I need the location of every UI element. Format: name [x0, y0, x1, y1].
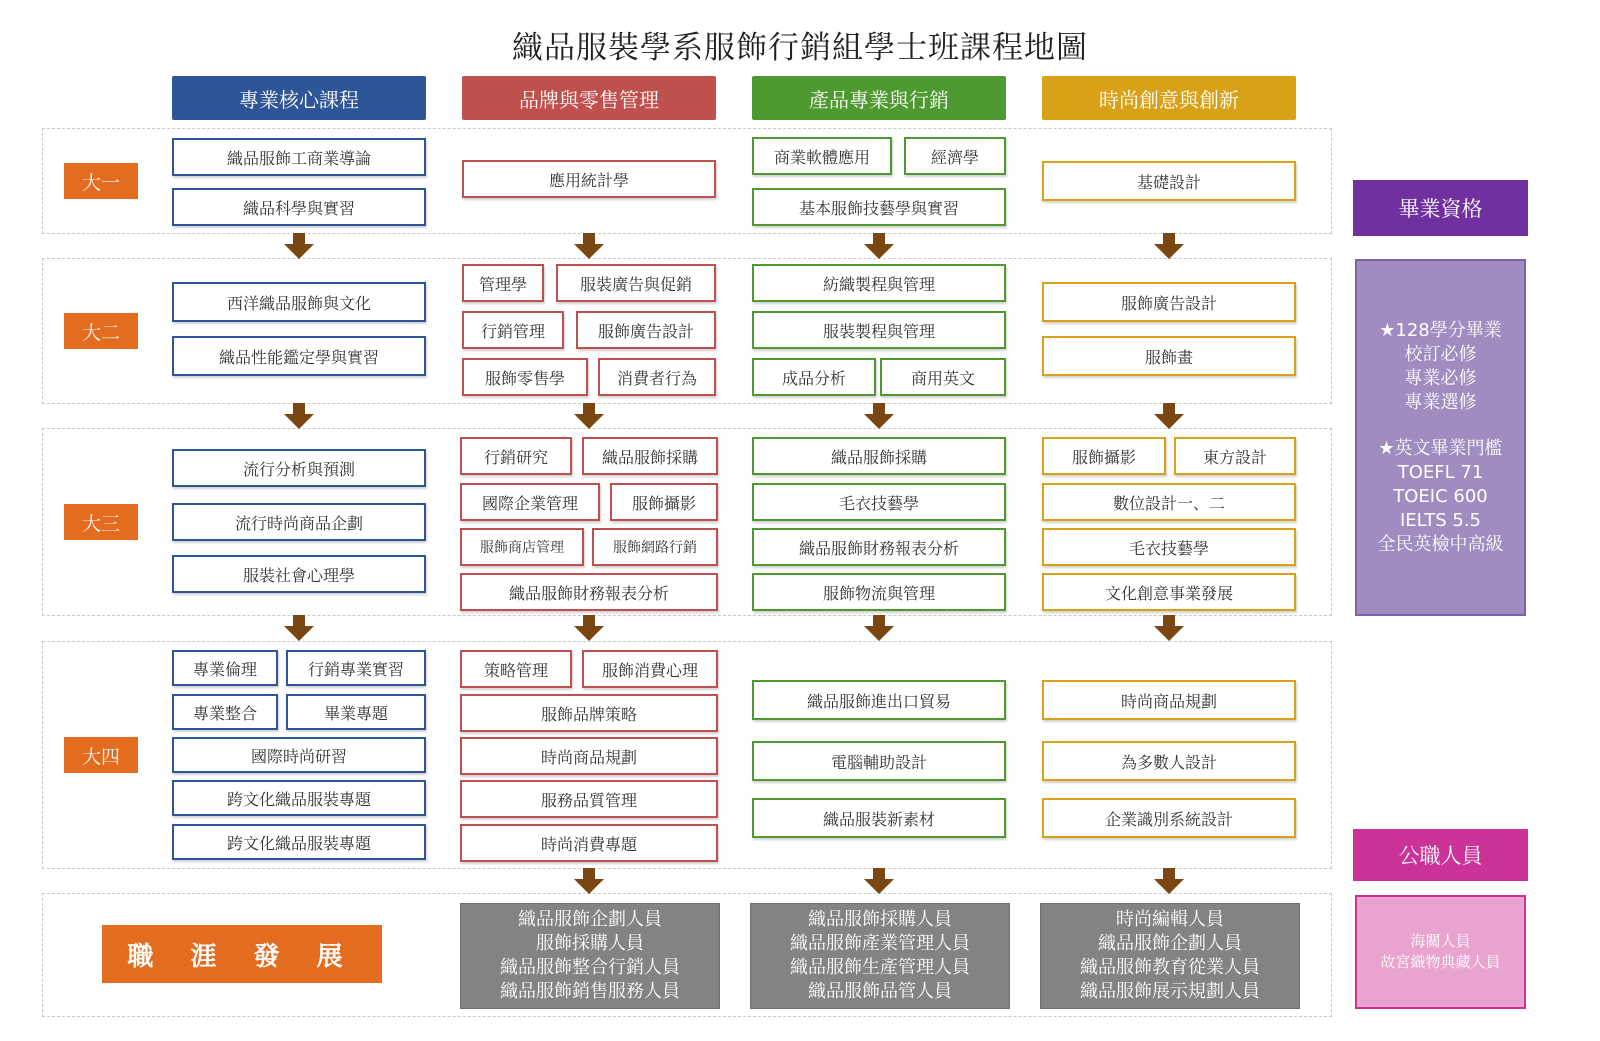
year-label-3: 大三 [64, 504, 138, 540]
year-label-4: 大四 [64, 737, 138, 773]
course-box: 策略管理 [460, 650, 572, 688]
course-box: 服飾攝影 [1042, 437, 1166, 475]
public-service-item: 海關人員 [1410, 932, 1471, 950]
course-box: 服飾物流與管理 [752, 573, 1006, 611]
course-box: 服飾商店管理 [460, 528, 584, 566]
course-box: 成品分析 [752, 358, 876, 396]
career-item: 織品服飾企劃人員 [1098, 933, 1242, 954]
career-item: 織品服飾企劃人員 [518, 909, 662, 930]
course-box: 東方設計 [1174, 437, 1296, 475]
course-box: 商用英文 [880, 358, 1006, 396]
course-box: 國際企業管理 [460, 483, 600, 521]
course-box: 織品服飾工商業導論 [172, 138, 426, 176]
year-label-2: 大二 [64, 313, 138, 349]
arrow-down-icon [574, 403, 604, 429]
course-box: 消費者行為 [598, 358, 716, 396]
course-box: 國際時尚研習 [172, 737, 426, 773]
graduation-credit-line: 專業必修 [1404, 368, 1477, 389]
career-item: 織品服飾銷售服務人員 [500, 981, 680, 1002]
column-header-product: 產品專業與行銷 [752, 76, 1006, 120]
course-box: 數位設計一、二 [1042, 483, 1296, 521]
arrow-down-icon [574, 615, 604, 641]
course-box: 織品服飾採購 [752, 437, 1006, 475]
course-box: 織品服飾財務報表分析 [752, 528, 1006, 566]
course-box: 服飾廣告設計 [576, 311, 716, 349]
course-box: 行銷專業實習 [286, 650, 426, 686]
course-box: 服飾消費心理 [582, 650, 718, 688]
arrow-down-icon [864, 615, 894, 641]
course-box: 服裝社會心理學 [172, 555, 426, 593]
arrow-down-icon [864, 233, 894, 259]
year-label-1: 大一 [64, 163, 138, 199]
course-box: 專業倫理 [172, 650, 278, 686]
career-item: 織品服飾整合行銷人員 [500, 957, 680, 978]
course-box: 時尚消費專題 [460, 824, 718, 862]
column-header-creative: 時尚創意與創新 [1042, 76, 1296, 120]
english-requirement-line: 全民英檢中高級 [1377, 534, 1504, 555]
course-box: 服裝製程與管理 [752, 311, 1006, 349]
page-title: 織品服裝學系服飾行銷組學士班課程地圖 [512, 30, 1088, 66]
course-box: 毛衣技藝學 [1042, 528, 1296, 566]
course-box: 流行時尚商品企劃 [172, 503, 426, 541]
career-item: 織品服飾教育從業人員 [1080, 957, 1260, 978]
course-box: 畢業專題 [286, 694, 426, 730]
course-box: 電腦輔助設計 [752, 741, 1006, 781]
public-service-header: 公職人員 [1353, 829, 1528, 881]
arrow-down-icon [1154, 233, 1184, 259]
course-box: 流行分析與預測 [172, 449, 426, 487]
course-box: 服務品質管理 [460, 780, 718, 818]
course-box: 服飾品牌策略 [460, 694, 718, 732]
course-box: 基礎設計 [1042, 161, 1296, 201]
course-box: 經濟學 [904, 137, 1006, 175]
course-box: 行銷研究 [460, 437, 572, 475]
arrow-down-icon [574, 868, 604, 894]
column-header-brand: 品牌與零售管理 [462, 76, 716, 120]
graduation-credit-line: ★128學分畢業 [1379, 320, 1502, 341]
career-box-creative [1040, 903, 1300, 1009]
career-item: 織品服飾品管人員 [808, 981, 952, 1002]
course-box: 織品性能鑑定學與實習 [172, 336, 426, 376]
course-box: 商業軟體應用 [752, 137, 892, 175]
course-box: 為多數人設計 [1042, 741, 1296, 781]
course-box: 服飾攝影 [610, 483, 718, 521]
graduation-requirements-box [1355, 259, 1526, 616]
graduation-credit-line: 專業選修 [1404, 392, 1477, 413]
course-box: 專業整合 [172, 694, 278, 730]
career-item: 服飾採購人員 [536, 933, 644, 954]
course-box: 織品科學與實習 [172, 188, 426, 226]
course-box: 西洋織品服飾與文化 [172, 282, 426, 322]
course-box: 跨文化織品服裝專題 [172, 824, 426, 860]
career-box-brand [460, 903, 720, 1009]
course-box: 織品服飾財務報表分析 [460, 573, 718, 611]
english-requirement-line: IELTS 5.5 [1400, 510, 1481, 531]
course-box: 毛衣技藝學 [752, 483, 1006, 521]
course-box: 時尚商品規劃 [1042, 680, 1296, 720]
course-box: 時尚商品規劃 [460, 737, 718, 775]
english-requirement-line: ★英文畢業門檻 [1378, 438, 1503, 459]
course-box: 紡織製程與管理 [752, 264, 1006, 302]
career-item: 時尚編輯人員 [1116, 909, 1224, 930]
arrow-down-icon [284, 233, 314, 259]
course-box: 織品服飾進出口貿易 [752, 680, 1006, 720]
career-development-label: 職 涯 發 展 [102, 925, 382, 983]
course-box: 服裝廣告與促銷 [556, 264, 716, 302]
graduation-requirements-header: 畢業資格 [1353, 180, 1528, 236]
public-service-box [1355, 895, 1526, 1009]
career-item: 織品服飾採購人員 [808, 909, 952, 930]
english-requirement-line: TOEFL 71 [1397, 462, 1484, 483]
graduation-credit-line: 校訂必修 [1404, 344, 1477, 365]
course-box: 企業識別系統設計 [1042, 798, 1296, 838]
course-box: 文化創意事業發展 [1042, 573, 1296, 611]
course-box: 基本服飾技藝學與實習 [752, 188, 1006, 226]
arrow-down-icon [1154, 615, 1184, 641]
course-box: 跨文化織品服裝專題 [172, 780, 426, 816]
arrow-down-icon [284, 403, 314, 429]
arrow-down-icon [1154, 403, 1184, 429]
column-header-core: 專業核心課程 [172, 76, 426, 120]
course-box: 服飾畫 [1042, 336, 1296, 376]
career-item: 織品服飾生產管理人員 [790, 957, 970, 978]
arrow-down-icon [864, 403, 894, 429]
course-box: 織品服裝新素材 [752, 798, 1006, 838]
course-box: 行銷管理 [462, 311, 564, 349]
course-box: 應用統計學 [462, 160, 716, 198]
career-item: 織品服飾產業管理人員 [790, 933, 970, 954]
course-box: 服飾零售學 [462, 358, 588, 396]
career-box-product [750, 903, 1010, 1009]
course-box: 織品服飾採購 [582, 437, 718, 475]
course-box: 服飾廣告設計 [1042, 282, 1296, 322]
arrow-down-icon [284, 615, 314, 641]
course-box: 管理學 [462, 264, 544, 302]
course-box: 服飾網路行銷 [592, 528, 718, 566]
career-item: 織品服飾展示規劃人員 [1080, 981, 1260, 1002]
arrow-down-icon [574, 233, 604, 259]
arrow-down-icon [864, 868, 894, 894]
public-service-item: 故宮織物典藏人員 [1380, 953, 1501, 971]
english-requirement-line: TOEIC 600 [1393, 486, 1488, 507]
arrow-down-icon [1154, 868, 1184, 894]
